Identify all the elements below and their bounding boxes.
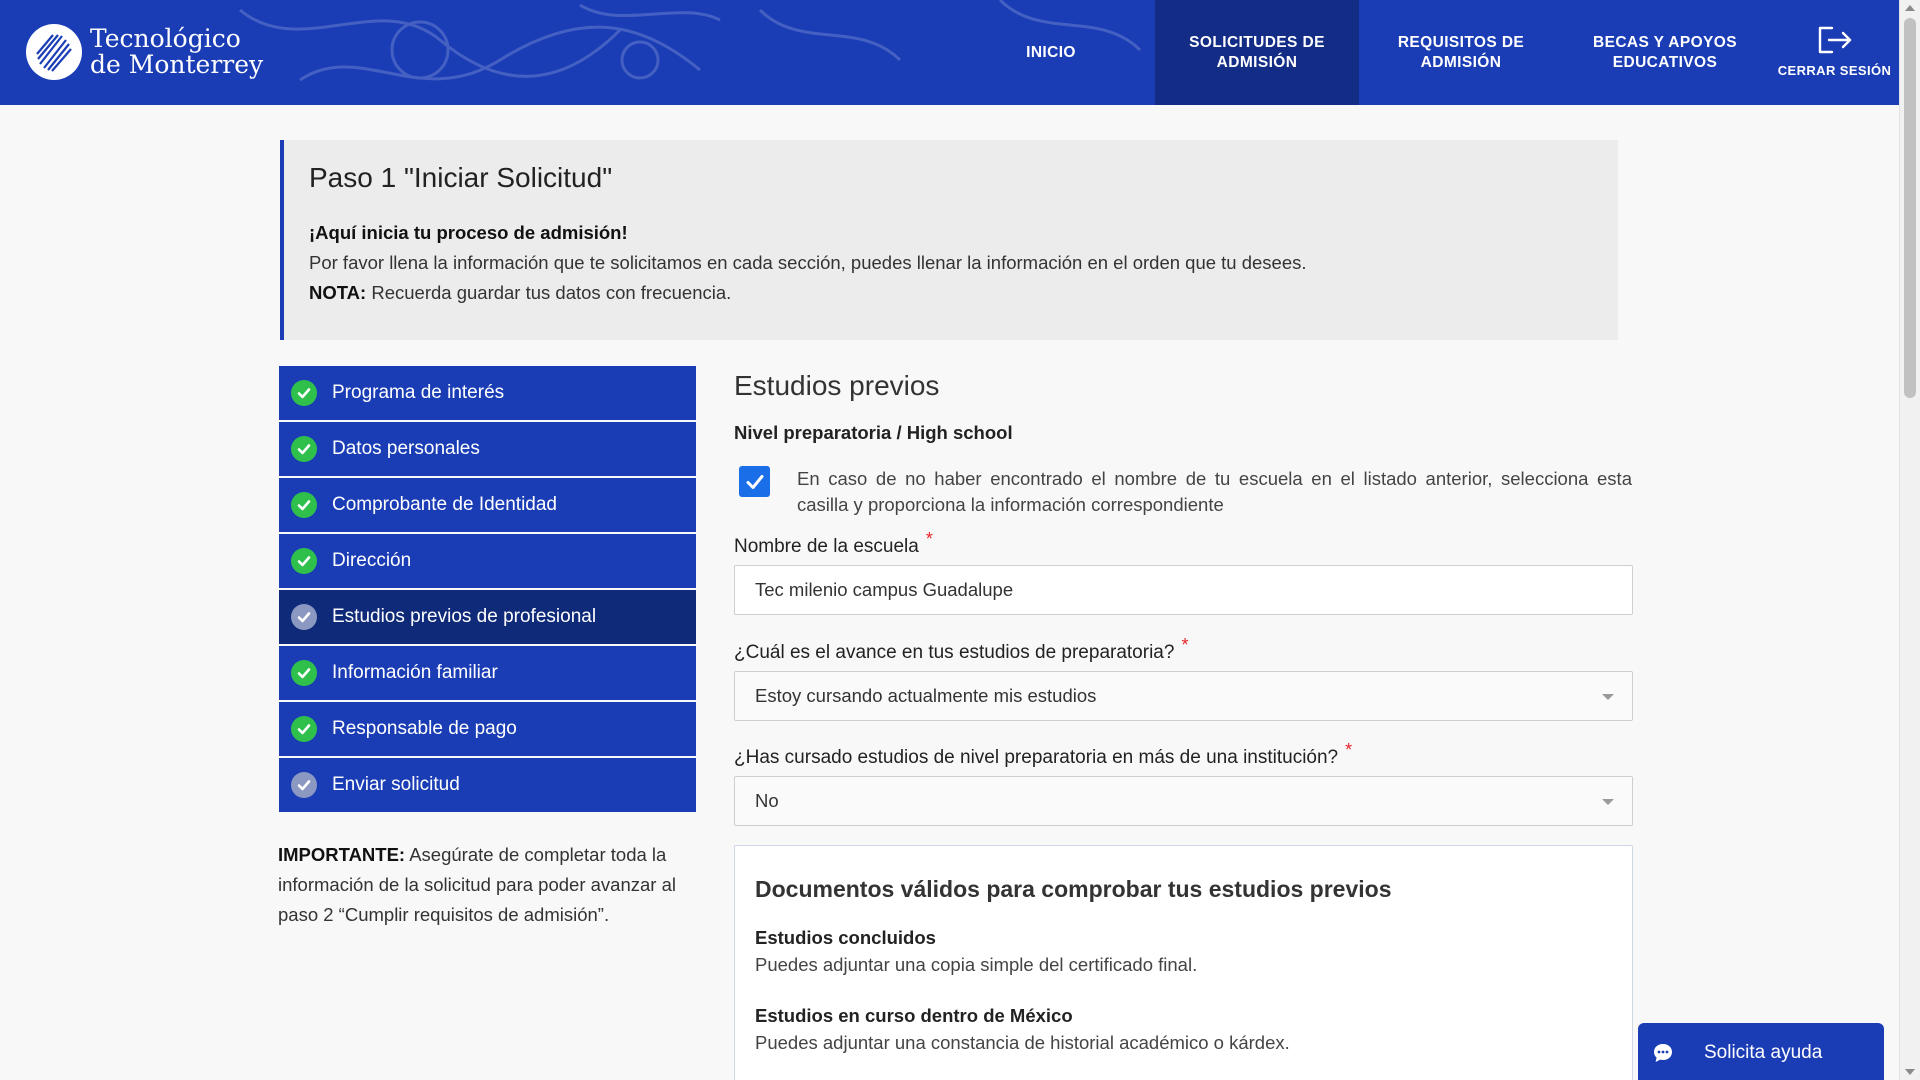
multiple-institutions-label	[734, 740, 1353, 769]
multiple-institutions-value: No	[755, 790, 779, 811]
sidebar-item-comprobante-identidad[interactable]	[279, 478, 696, 532]
step-headline: ¡Aquí inicia tu proceso de admisión!	[309, 222, 628, 243]
check-circle-icon	[291, 772, 317, 798]
chevron-down-icon	[1602, 694, 1614, 700]
logo-wordmark	[90, 26, 263, 78]
nav-requisitos-label-2: ADMISIÓN	[1420, 53, 1502, 71]
check-circle-icon	[291, 548, 317, 574]
multiple-institutions-label-text: ¿Has cursado estudios de nivel preparatoria en más de una institución?	[734, 747, 1339, 768]
tec-monterrey-logo[interactable]	[26, 24, 263, 80]
check-circle-icon	[291, 660, 317, 686]
sidebar-item-datos-personales[interactable]	[279, 422, 696, 476]
required-asterisk: *	[1345, 740, 1353, 760]
nav-requisitos-label-1: REQUISITOS DE	[1397, 33, 1525, 51]
nav-becas-apoyos[interactable]	[1563, 0, 1767, 105]
step-description: Por favor llena la información que te solicitamos en cada sección, puedes llenar la información en el orden que tu desees.	[309, 252, 1307, 273]
sidebar-item-label: Estudios previos de profesional	[332, 606, 597, 627]
logout-icon	[1816, 25, 1854, 55]
sidebar-item-enviar-solicitud[interactable]	[279, 758, 696, 812]
logout-label: CERRAR SESIÓN	[1777, 62, 1892, 78]
check-circle-icon	[291, 492, 317, 518]
important-text: Asegúrate de completar toda la información de la solicitud para poder avanzar al paso 2 “Cumplir requisitos de admisión”.	[278, 844, 676, 925]
check-circle-icon	[291, 604, 317, 630]
school-name-label	[734, 529, 933, 558]
doc-item-text: Puedes adjuntar una copia simple del certificado final.	[755, 954, 1198, 975]
nav-requisitos-admision[interactable]	[1359, 0, 1563, 105]
nav-solicitudes-label-2: ADMISIÓN	[1216, 53, 1298, 71]
sidebar-item-direccion[interactable]	[279, 534, 696, 588]
valid-documents-title: Documentos válidos para comprobar tus estudios previos	[755, 876, 1392, 902]
school-not-listed-checkbox[interactable]	[739, 466, 770, 497]
sidebar-item-label: Responsable de pago	[332, 718, 517, 739]
page-scrollbar[interactable]	[1899, 0, 1920, 1080]
school-name-value: Tec milenio campus Guadalupe	[755, 579, 1014, 600]
nav-solicitudes-admision[interactable]	[1155, 0, 1359, 105]
nav-solicitudes-label-1: SOLICITUDES DE	[1189, 33, 1325, 51]
progress-label-text: ¿Cuál es el avance en tus estudios de preparatoria?	[734, 642, 1175, 663]
note-text: Recuerda guardar tus datos con frecuencia.	[366, 282, 732, 303]
sidebar-item-label: Datos personales	[332, 438, 480, 459]
logo-line-2: de Monterrey	[90, 50, 264, 79]
help-chat-label: Solicita ayuda	[1704, 1042, 1823, 1063]
required-asterisk: *	[925, 529, 933, 549]
nav-inicio[interactable]	[1000, 0, 1102, 105]
sidebar-item-responsable-pago[interactable]	[279, 702, 696, 756]
logout-button[interactable]	[1772, 0, 1897, 105]
scroll-up-arrow-icon[interactable]	[1905, 5, 1915, 11]
note-label: NOTA:	[309, 282, 367, 303]
multiple-institutions-select[interactable]	[734, 776, 1633, 826]
subsection-title: Nivel preparatoria / High school	[734, 422, 1013, 443]
sidebar-item-label: Información familiar	[332, 662, 498, 683]
step-note	[309, 278, 1618, 308]
check-circle-icon	[291, 716, 317, 742]
scroll-thumb[interactable]	[1904, 18, 1916, 398]
section-title: Estudios previos	[734, 370, 940, 401]
step-title: Paso 1 "Iniciar Solicitud"	[309, 162, 613, 193]
nav-becas-label-2: EDUCATIVOS	[1612, 53, 1718, 71]
application-sections-sidebar	[279, 366, 696, 814]
doc-item-heading: Estudios concluidos	[755, 927, 936, 948]
help-chat-button[interactable]	[1638, 1023, 1884, 1080]
step-info-panel	[280, 140, 1618, 340]
sidebar-item-label: Enviar solicitud	[332, 774, 460, 795]
logo-emblem-icon	[26, 24, 82, 80]
progress-select[interactable]	[734, 671, 1633, 721]
nav-inicio-label: INICIO	[1026, 43, 1076, 61]
logo-line-1: Tecnológico	[90, 24, 241, 53]
doc-item-text: Puedes adjuntar una constancia de historial académico o kárdex.	[755, 1032, 1290, 1053]
chat-bubble-icon	[1652, 1042, 1674, 1064]
sidebar-item-estudios-previos[interactable]	[279, 590, 696, 644]
school-name-input[interactable]	[734, 565, 1633, 615]
sidebar-item-informacion-familiar[interactable]	[279, 646, 696, 700]
scroll-down-arrow-icon[interactable]	[1905, 1069, 1915, 1075]
doc-item-heading: Estudios en curso dentro de México	[755, 1005, 1073, 1026]
top-navigation-bar	[0, 0, 1899, 105]
check-circle-icon	[291, 436, 317, 462]
progress-select-value: Estoy cursando actualmente mis estudios	[755, 685, 1097, 706]
school-not-listed-label: En caso de no haber encontrado el nombre de tu escuela en el listado anterior, selecciona esta casilla y proporciona la información correspondiente	[797, 468, 1632, 515]
school-name-label-text: Nombre de la escuela	[734, 536, 919, 557]
chevron-down-icon	[1602, 799, 1614, 805]
check-circle-icon	[291, 380, 317, 406]
checkmark-icon	[744, 471, 766, 493]
valid-documents-box	[734, 845, 1633, 1080]
sidebar-item-label: Dirección	[332, 550, 412, 571]
sidebar-item-label: Comprobante de Identidad	[332, 494, 557, 515]
sidebar-item-programa-interes[interactable]	[279, 366, 696, 420]
important-label: IMPORTANTE:	[278, 844, 406, 865]
sidebar-item-label: Programa de interés	[332, 382, 505, 403]
important-notice	[278, 840, 698, 930]
nav-becas-label-1: BECAS Y APOYOS	[1593, 33, 1737, 51]
progress-label	[734, 635, 1189, 664]
required-asterisk: *	[1181, 635, 1189, 655]
